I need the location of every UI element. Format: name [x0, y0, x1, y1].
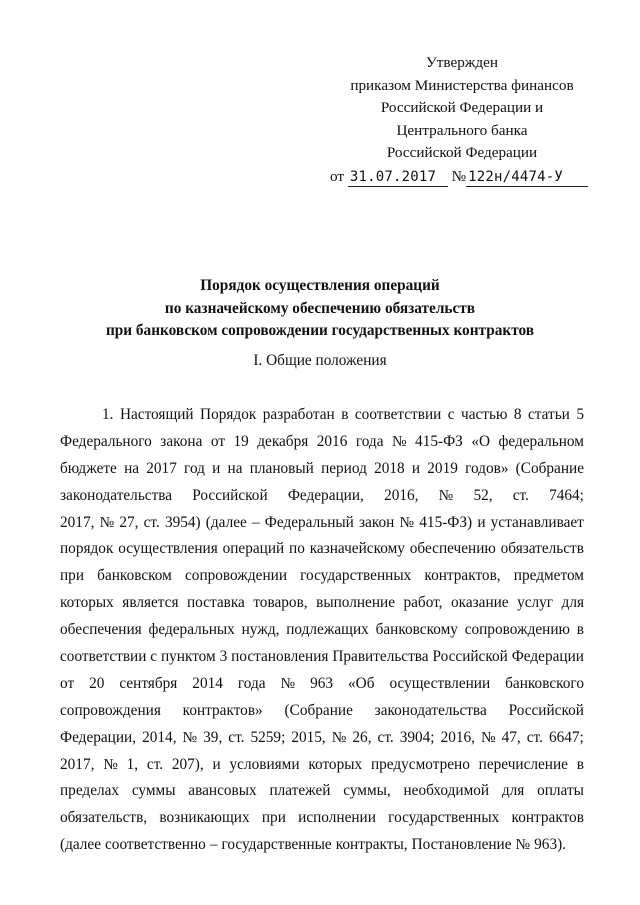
- paragraph-1: [60, 402, 584, 859]
- word: 6647;: [548, 728, 584, 746]
- word: Российской: [508, 701, 584, 719]
- word: на: [227, 459, 243, 477]
- paragraph-line: [60, 698, 584, 725]
- word: бюджете: [60, 459, 117, 477]
- paragraph-line: [60, 671, 584, 698]
- word: предусмотрено: [370, 755, 470, 773]
- word: ст.: [526, 728, 543, 746]
- word: (Собрание: [515, 459, 584, 477]
- word: в: [576, 621, 584, 639]
- word: №: [399, 513, 415, 531]
- word: 2018: [374, 459, 405, 477]
- word: операций: [222, 540, 285, 558]
- word: плановый: [249, 459, 314, 477]
- word: 7464;: [549, 486, 584, 504]
- approval-line-1: Утвержден: [426, 54, 498, 71]
- word: ст.: [146, 755, 164, 773]
- word: казначейскому: [309, 540, 405, 558]
- word: является: [122, 594, 179, 612]
- word: платежей: [269, 782, 331, 800]
- paragraph-line: [60, 536, 584, 563]
- word: Федерального: [60, 432, 152, 450]
- approval-line-5: Российской Федерации: [386, 144, 538, 161]
- approval-date-line: [312, 166, 612, 189]
- word: частью: [461, 406, 508, 423]
- word: годов»: [465, 459, 509, 477]
- word: год: [184, 459, 205, 477]
- word: соответственно: [105, 836, 206, 854]
- word: выполнение: [316, 594, 395, 612]
- word: контрактов»: [182, 701, 263, 719]
- word: 2017,: [60, 513, 95, 531]
- word: года: [237, 674, 266, 692]
- word: устанавливает: [490, 513, 584, 531]
- word: авансовых: [188, 782, 257, 800]
- word: при: [261, 809, 286, 827]
- word: сопровождении: [185, 567, 288, 585]
- word: 3904;: [399, 728, 435, 746]
- word: контрактов: [511, 809, 584, 827]
- paragraph-line: [60, 778, 584, 805]
- word: и: [212, 755, 221, 773]
- paragraph-line: [60, 429, 584, 456]
- word: закон: [359, 513, 395, 531]
- word: государственных: [300, 567, 412, 585]
- paragraph-line: [60, 456, 584, 483]
- word: законодательства: [374, 701, 487, 719]
- word: обеспечению: [409, 540, 496, 558]
- word: нужд,: [241, 621, 280, 639]
- word: банковском: [97, 567, 172, 585]
- word: суммы: [131, 782, 176, 800]
- paragraph-line: [60, 590, 584, 617]
- approval-line-2: приказом Министерства финансов: [350, 76, 574, 94]
- word: года: [355, 432, 384, 450]
- word: возникающих: [159, 809, 250, 827]
- word: работ,: [403, 594, 443, 612]
- word: Правительства: [332, 648, 429, 666]
- word: 2017,: [60, 755, 95, 773]
- word: Федерации,: [287, 486, 364, 504]
- word: 207),: [171, 755, 204, 773]
- word: 47,: [501, 728, 521, 746]
- word: (далее: [60, 836, 102, 854]
- word: 2019: [427, 459, 458, 477]
- word: закона: [160, 432, 203, 450]
- word: товаров,: [253, 594, 308, 612]
- word: 2017: [146, 459, 177, 477]
- paragraph-line: [60, 752, 584, 779]
- section-heading: I. Общие положения: [253, 352, 387, 369]
- word: законодательства: [60, 486, 173, 504]
- word: №: [481, 728, 496, 746]
- title-line-2: по казначейскому обеспечению обязательств: [164, 299, 476, 317]
- word: «О: [471, 432, 491, 450]
- word: банковского: [505, 674, 584, 692]
- word: предметом: [513, 567, 584, 585]
- word: №: [391, 432, 407, 450]
- word: Настоящий: [119, 406, 194, 423]
- word: контрактов,: [424, 567, 501, 585]
- word: декабря: [257, 432, 309, 450]
- word: Федеральный: [264, 513, 354, 531]
- word: Федерации: [511, 648, 584, 666]
- word: пунктом: [160, 648, 216, 666]
- word: обязательств,: [60, 809, 148, 827]
- word: контракты,: [335, 836, 408, 854]
- paragraph-line: [60, 725, 584, 752]
- word: 3954): [164, 513, 201, 531]
- word: постановления: [231, 648, 329, 666]
- approval-line-3: Российской Федерации и: [380, 99, 544, 116]
- number-prefix: №: [451, 167, 467, 185]
- word: Федерации,: [60, 728, 137, 746]
- word: 1,: [126, 755, 139, 773]
- word: ст.: [143, 513, 160, 531]
- word: сопровождению: [464, 621, 570, 639]
- word: с: [150, 648, 158, 666]
- word: сопровождения: [60, 701, 161, 719]
- word: порядок: [60, 540, 114, 558]
- word: для: [561, 594, 584, 612]
- word: обязательств: [500, 540, 584, 558]
- word: оплаты: [537, 782, 584, 800]
- word: по: [289, 540, 305, 558]
- word: 2014: [192, 674, 223, 692]
- word: ст.: [228, 728, 245, 746]
- word: обеспечения: [60, 621, 142, 639]
- word: №: [103, 755, 118, 773]
- word: 8: [513, 406, 522, 423]
- word: и: [212, 459, 221, 477]
- word: 39,: [203, 728, 223, 746]
- approval-block: [312, 52, 612, 188]
- word: №: [182, 728, 198, 746]
- approval-line-4: Центрального банка: [396, 121, 528, 139]
- word: 1.: [102, 406, 114, 423]
- paragraph-line: [60, 510, 584, 537]
- word: (далее: [205, 513, 247, 531]
- word: суммы,: [343, 782, 391, 800]
- word: 2016: [316, 432, 348, 450]
- word: перечисление: [478, 755, 568, 773]
- date-prefix: от: [330, 167, 345, 185]
- paragraph-line: [60, 832, 584, 859]
- document-title: [60, 275, 580, 343]
- word: государственных: [388, 809, 500, 827]
- word: ст.: [377, 728, 394, 746]
- word: поставка: [186, 594, 245, 612]
- paragraph-line: [60, 617, 584, 644]
- word: которых: [308, 755, 363, 773]
- word: 5: [576, 406, 584, 423]
- word: которых: [60, 594, 114, 612]
- word: сентября: [119, 674, 178, 692]
- word: 2015,: [291, 728, 326, 746]
- word: Российской: [432, 648, 508, 666]
- word: необходимой: [403, 782, 490, 800]
- paragraph-line: [60, 563, 584, 590]
- word: 963).: [534, 836, 567, 854]
- word: 963: [310, 674, 334, 692]
- word: для: [501, 782, 525, 800]
- word: подлежащих: [286, 621, 369, 639]
- word: Российской: [192, 486, 268, 504]
- word: 2014,: [142, 728, 177, 746]
- word: федеральном: [498, 432, 584, 450]
- word: №: [438, 486, 454, 504]
- word: 2016,: [440, 728, 475, 746]
- word: оказание: [450, 594, 509, 612]
- word: статьи: [527, 406, 570, 423]
- word: 26,: [352, 728, 372, 746]
- title-line-1: Порядок осуществления операций: [200, 277, 440, 294]
- word: –: [209, 836, 218, 854]
- word: (Собрание: [284, 701, 353, 719]
- word: №: [280, 674, 296, 692]
- word: федеральных: [148, 621, 235, 639]
- word: №: [515, 836, 531, 854]
- word: Порядок: [200, 406, 257, 423]
- word: соответствии: [60, 648, 147, 666]
- word: –: [251, 513, 260, 531]
- word: в: [341, 406, 349, 423]
- word: 5259;: [250, 728, 286, 746]
- word: государственные: [221, 836, 332, 854]
- word: в: [576, 755, 584, 773]
- word: осуществлении: [389, 674, 491, 692]
- paragraph-line: [60, 805, 584, 832]
- word: №: [331, 728, 347, 746]
- word: 3: [219, 648, 228, 666]
- word: банковскому: [375, 621, 458, 639]
- word: 415-ФЗ: [415, 432, 463, 450]
- word: 415-ФЗ): [419, 513, 473, 531]
- word: ст.: [512, 486, 529, 504]
- word: на: [124, 459, 140, 477]
- word: №: [99, 513, 115, 531]
- word: Постановление: [411, 836, 512, 854]
- word: от: [60, 674, 75, 692]
- word: 27,: [119, 513, 139, 531]
- paragraph-line: [60, 402, 584, 429]
- word: 52,: [473, 486, 493, 504]
- word: и: [477, 513, 486, 531]
- word: и: [411, 459, 421, 477]
- word: «Об: [348, 674, 375, 692]
- paragraph-line: [60, 644, 584, 671]
- word: период: [321, 459, 367, 477]
- title-line-3: при банковском сопровождении государственных контрактов: [105, 322, 535, 339]
- word: с: [447, 406, 455, 423]
- word: разработан: [262, 406, 335, 423]
- word: исполнении: [298, 809, 376, 827]
- approval-date: 31.07.2017: [348, 169, 448, 187]
- word: условиями: [229, 755, 300, 773]
- word: соответствии: [354, 406, 442, 423]
- word: пределах: [60, 782, 120, 800]
- word: при: [60, 567, 85, 585]
- paragraph-line: [60, 483, 584, 510]
- word: от: [210, 432, 226, 450]
- word: услуг: [517, 594, 554, 612]
- approval-number: 122н/4474-У: [466, 169, 588, 187]
- word: 2016,: [384, 486, 419, 504]
- word: 19: [233, 432, 249, 450]
- word: осуществления: [118, 540, 218, 558]
- word: 20: [89, 674, 105, 692]
